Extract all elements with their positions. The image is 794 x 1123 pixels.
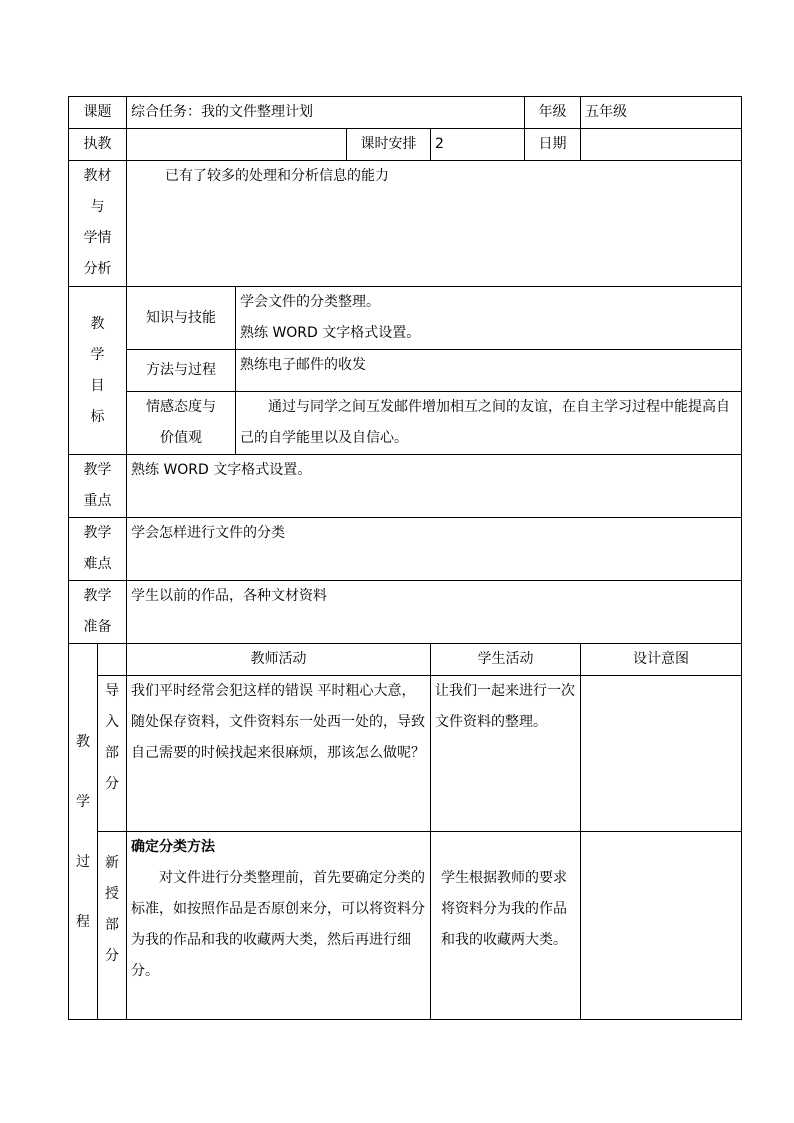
new-design-text — [581, 832, 742, 1020]
key-point-text: 熟练 WORD 文字格式设置。 — [127, 455, 742, 518]
hours-value: 2 — [431, 129, 525, 161]
difficulty-text: 学会怎样进行文件的分类 — [127, 518, 742, 581]
new-student-text: 学生根据教师的要求将资料分为我的作品和我的收藏两大类。 — [441, 870, 567, 948]
difficulty-row — [69, 518, 742, 581]
analysis-label: 教材 与 学情 分析 — [69, 161, 127, 287]
new-teacher-title: 确定分类方法 — [131, 839, 215, 855]
teacher-row — [69, 129, 742, 161]
difficulty-label: 教学 难点 — [69, 518, 127, 581]
preparation-row — [69, 581, 742, 644]
teacher-label: 执教 — [69, 129, 127, 161]
attitude-text: 通过与同学之间互发邮件增加相互之间的友谊，在自主学习过程中能提高自己的自学能里以及自信心。 — [236, 392, 742, 455]
preparation-text: 学生以前的作品，各种文材资料 — [127, 581, 742, 644]
intro-design-text — [581, 676, 742, 832]
goals-knowledge-row — [69, 287, 742, 350]
new-teacher-cell — [127, 832, 431, 1020]
date-value — [581, 129, 742, 161]
preparation-label: 教学 准备 — [69, 581, 127, 644]
topic-value: 综合任务：我的文件整理计划 — [127, 97, 525, 129]
knowledge-label: 知识与技能 — [127, 287, 236, 350]
intro-teacher-text: 我们平时经常会犯这样的错误 平时粗心大意，随处保存资料，文件资料东一处西一处的，导致自己需要的时候找起来很麻烦，那该怎么做呢？ — [127, 676, 431, 832]
intro-row — [69, 676, 742, 832]
intro-label: 导 入 部 分 — [98, 676, 127, 832]
new-teaching-row — [69, 832, 742, 1020]
student-activity-header: 学生活动 — [431, 644, 581, 676]
analysis-text: 已有了较多的处理和分析信息的能力 — [127, 161, 742, 287]
lesson-plan-table — [68, 96, 742, 1020]
grade-value: 五年级 — [581, 97, 742, 129]
intro-student-text: 让我们一起来进行一次文件资料的整理。 — [431, 676, 581, 832]
goals-label: 教 学 目 标 — [69, 287, 127, 455]
method-label: 方法与过程 — [127, 350, 236, 392]
new-teaching-label: 新 授 部 分 — [98, 832, 127, 1020]
topic-row — [69, 97, 742, 129]
key-point-label: 教学 重点 — [69, 455, 127, 518]
teacher-activity-header: 教师活动 — [127, 644, 431, 676]
goals-method-row — [69, 350, 742, 392]
lesson-plan-page — [68, 96, 741, 1020]
topic-label: 课题 — [69, 97, 127, 129]
method-text: 熟练电子邮件的收发 — [236, 350, 742, 392]
goals-attitude-row — [69, 392, 742, 455]
analysis-row — [69, 161, 742, 287]
teacher-value — [127, 129, 347, 161]
date-label: 日期 — [525, 129, 581, 161]
attitude-label: 情感态度与 价值观 — [127, 392, 236, 455]
process-label: 教 学 过 程 — [69, 644, 98, 1020]
process-header-blank — [98, 644, 127, 676]
new-teacher-text: 对文件进行分类整理前，首先要确定分类的标准，如按照作品是否原创来分，可以将资料分为我的作品和我的收藏两大类，然后再进行细分。 — [131, 870, 425, 979]
design-intent-header: 设计意图 — [581, 644, 742, 676]
process-header-row — [69, 644, 742, 676]
knowledge-text: 学会文件的分类整理。 熟练 WORD 文字格式设置。 — [236, 287, 742, 350]
grade-label: 年级 — [525, 97, 581, 129]
hours-label: 课时安排 — [347, 129, 431, 161]
new-student-cell — [431, 832, 581, 1020]
key-point-row — [69, 455, 742, 518]
